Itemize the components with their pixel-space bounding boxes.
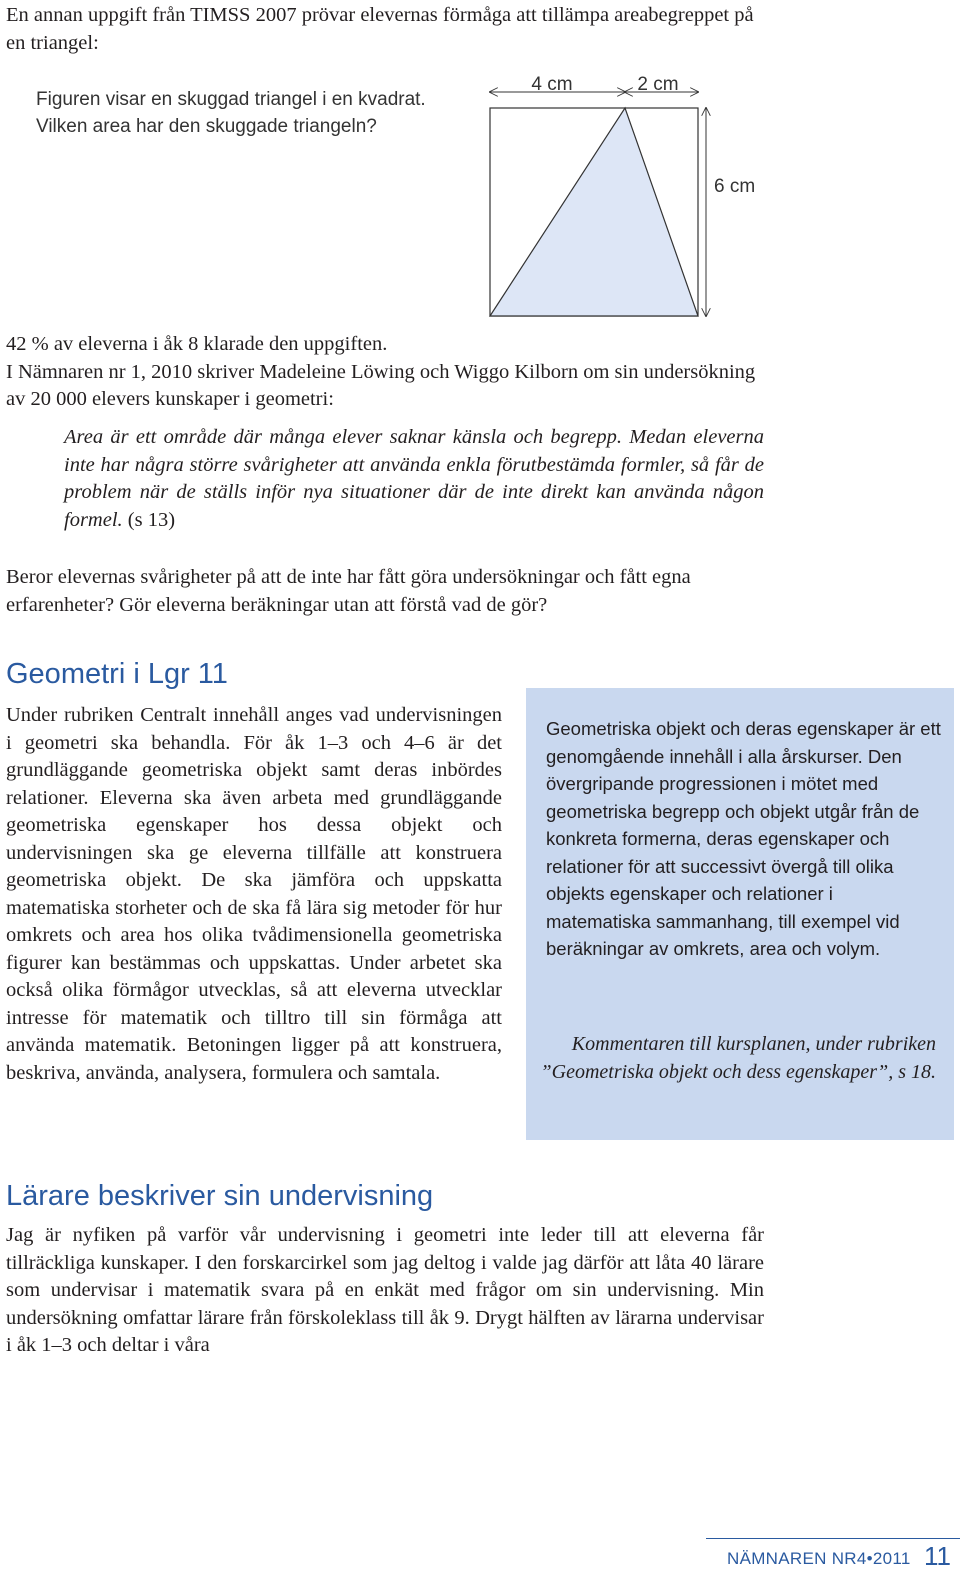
label-4cm: 4 cm — [531, 74, 573, 95]
section-body-geometri: Under rubriken Centralt innehåll anges vad undervisningen i geometri ska behandla. För åk 1–3 och 4–6 är det grundläggande geometriska objekt samt deras inbördes relationer. Eleverna ska även arbeta med grundläggande geometriska egenskaper hos dessa objekt och undervisningen ska ge eleverna tillfälle att konstruera geometriska objekt. De ska jämföra och uppskatta matematiska storheter och de ska få lära sig metoder för hur omkrets och area hos olika tvådimensionella geometriska figurer kan bestämmas och uppskattas. Under arbetet ska också olika förmågor utvecklas, så att eleverna utvecklar intresse för matematik och tilltro till sin förmåga att använda matematik. Betoningen ligger på att konstruera, beskriva, använda, analysera, formulera och samtala. — [6, 704, 502, 1084]
page-number: 11 — [924, 1541, 951, 1571]
task-text — [36, 86, 426, 140]
quote-text: Area är ett område där många elever saknar känsla och begrepp. Medan eleverna inte har några större svårigheter att använda enkla förutbestämda formler, så får de problem när de ställs inför nya situationer där de inte direkt kan använda någon formel. — [64, 426, 764, 531]
triangle-in-square-figure — [480, 62, 780, 324]
label-2cm: 2 cm — [637, 74, 679, 95]
footer-dot: • — [866, 1549, 873, 1568]
footer-rule — [706, 1538, 960, 1539]
block-quote — [64, 424, 764, 534]
result-text: 42 % av eleverna i åk 8 klarade den uppgiften. — [6, 333, 388, 355]
task-line-1: Figuren visar en skuggad triangel i en kvadrat. — [36, 89, 426, 110]
sidebar-box — [526, 688, 954, 1140]
footer-journal-label — [727, 1549, 911, 1569]
section-body-larare: Jag är nyfiken på varför vår undervisning i geometri inte leder till att eleverna får tillräckliga kunskaper. I den forskarcirkel som jag deltog i valde jag därför att låta 40 lärare som undervisar i matematik svara på en enkät med frågor om sin undervisning. Min undersökning omfattar lärare från förskoleklass till åk 9. Drygt hälften av lärarna undervisar i åk 1–3 och deltar i våra — [6, 1224, 764, 1356]
result-and-lead — [6, 331, 766, 414]
lead-text: I Nämnaren nr 1, 2010 skriver Madeleine Löwing och Wiggo Kilborn om sin undersökning av 20 000 elevers kunskaper i geometri: — [6, 360, 756, 410]
section-heading-geometri: Geometri i Lgr 11 — [6, 658, 228, 690]
shaded-triangle — [490, 108, 698, 316]
section-heading-larare: Lärare beskriver sin undervisning — [6, 1180, 434, 1212]
question-paragraph: Beror elevernas svårigheter på att de inte har fått göra undersökningar och fått egna erfarenheter? Gör eleverna beräkningar utan att förstå vad de gör? — [6, 566, 691, 616]
intro-paragraph: En annan uppgift från TIMSS 2007 prövar elevernas förmåga att tillämpa areabegreppet på en triangel: — [6, 4, 754, 54]
sidebar-text: Geometriska objekt och deras egenskaper är ett genomgående innehåll i alla årskurser. Den övergripande progressionen i mötet med geometriska begrepp och objekt utgår från de konkreta formerna, deras egenskaper och relationer för att successivt övergå till olika objekts egenskaper och relationer i matematiska sammanhang, till exempel vid beräkningar av omkrets, area och volym. — [546, 718, 941, 959]
quote-reference: (s 13) — [127, 508, 176, 531]
task-line-2: Vilken area har den skuggade triangeln? — [36, 116, 377, 137]
sidebar-citation: Kommentaren till kursplanen, under rubriken ”Geometriska objekt och dess egenskaper”, s 18. — [540, 1033, 936, 1083]
footer-issue: NR4 — [831, 1549, 867, 1568]
footer-journal: NÄMNAREN — [727, 1549, 827, 1568]
label-6cm: 6 cm — [714, 176, 756, 197]
footer-year: 2011 — [872, 1549, 911, 1568]
